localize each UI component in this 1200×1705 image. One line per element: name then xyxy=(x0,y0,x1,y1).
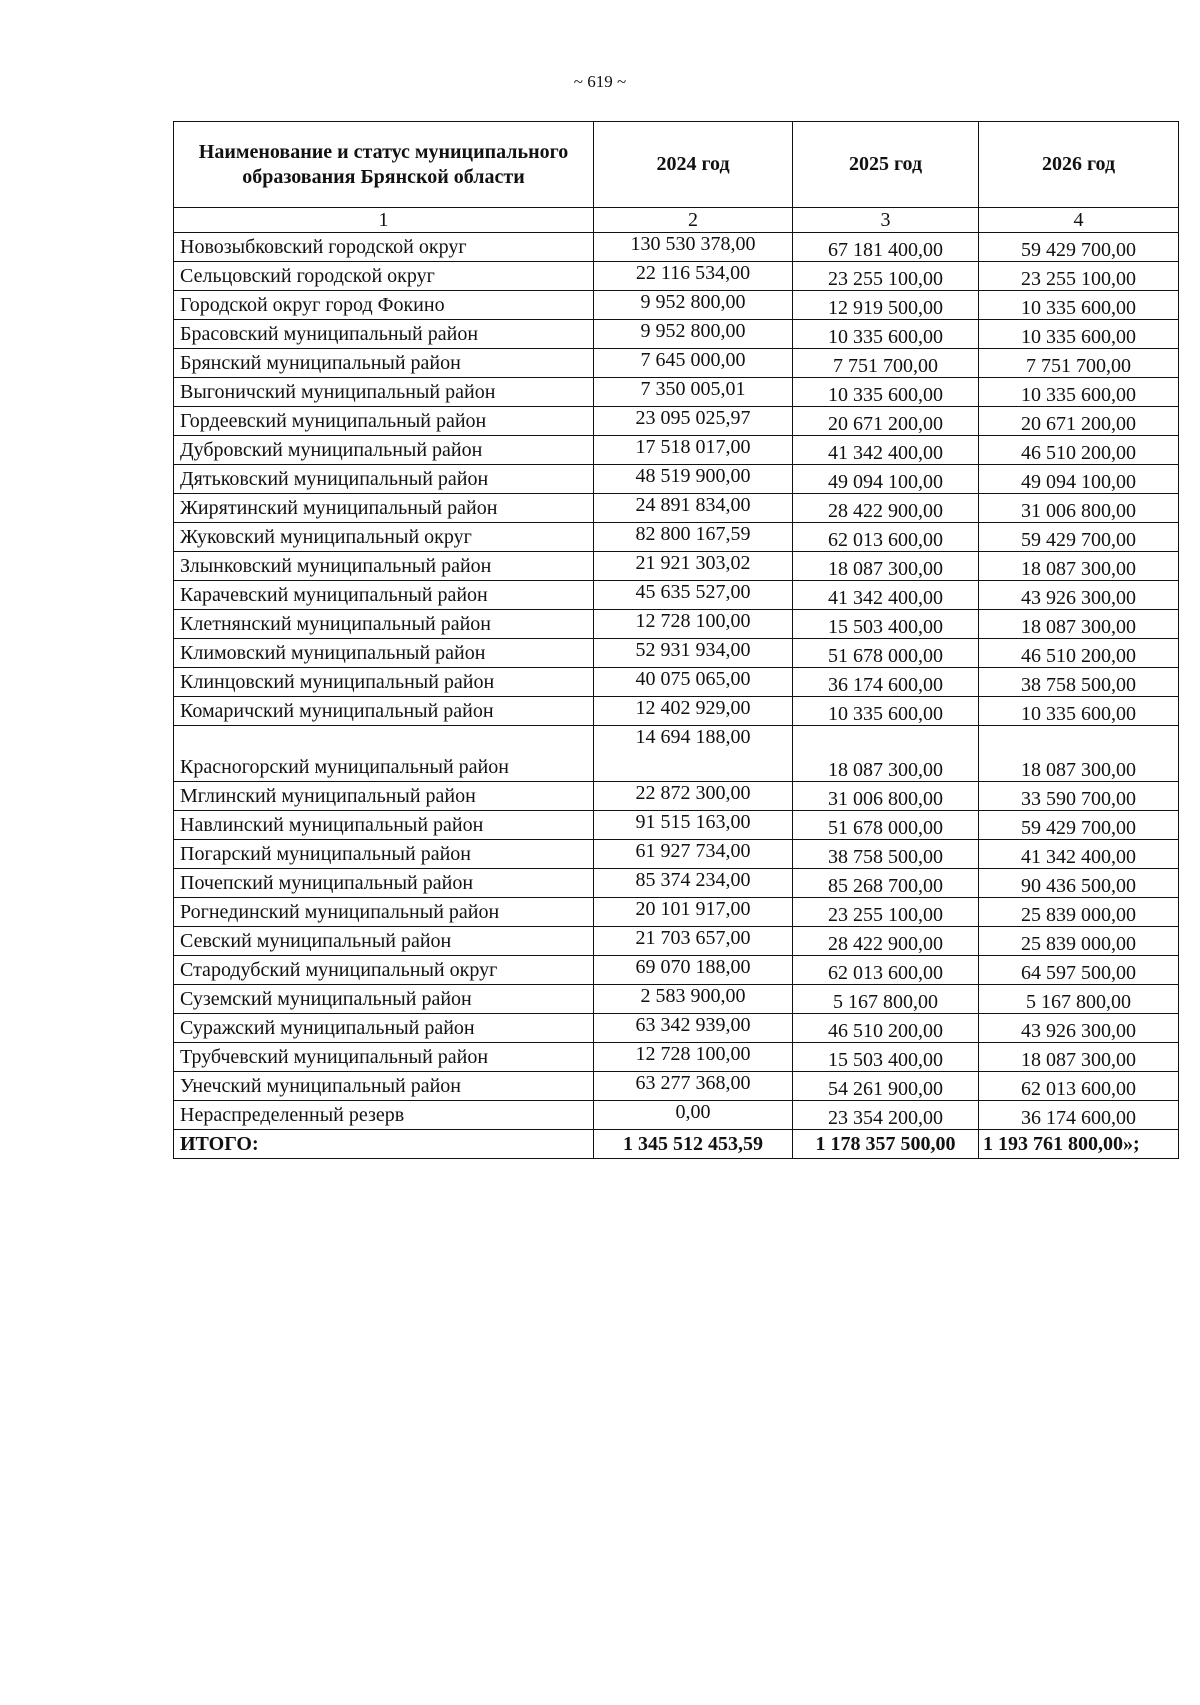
municipality-name-cell: Жуковский муниципальный округ xyxy=(174,523,594,552)
table-row xyxy=(174,927,1179,956)
table-row xyxy=(174,697,1179,726)
amount-cell-y2: 10 335 600,00 xyxy=(793,320,979,349)
column-number-row xyxy=(174,208,1179,233)
amount-cell-y1: 63 277 368,00 xyxy=(594,1072,793,1101)
amount-cell-y2: 12 919 500,00 xyxy=(793,291,979,320)
page-number: ~ 619 ~ xyxy=(573,72,627,91)
amount-cell-y3: 43 926 300,00 xyxy=(979,1014,1179,1043)
amount-cell-y3: 46 510 200,00 xyxy=(979,639,1179,668)
amount-cell-y1: 0,00 xyxy=(594,1101,793,1130)
municipality-name-cell: Севский муниципальный район xyxy=(174,927,594,956)
amount-cell-y2: 23 255 100,00 xyxy=(793,262,979,291)
amount-cell-y2: 85 268 700,00 xyxy=(793,869,979,898)
municipality-name-cell: Дубровский муниципальный район xyxy=(174,436,594,465)
amount-cell-y1: 9 952 800,00 xyxy=(594,291,793,320)
table-row xyxy=(174,523,1179,552)
municipality-name-cell: Суражский муниципальный район xyxy=(174,1014,594,1043)
amount-cell-y2: 10 335 600,00 xyxy=(793,697,979,726)
municipality-name-cell: Городской округ город Фокино xyxy=(174,291,594,320)
amount-cell-y3: 18 087 300,00 xyxy=(979,726,1179,782)
amount-cell-y3: 90 436 500,00 xyxy=(979,869,1179,898)
amount-cell-y3: 64 597 500,00 xyxy=(979,956,1179,985)
amount-cell-y1: 2 583 900,00 xyxy=(594,985,793,1014)
amount-cell-y3: 10 335 600,00 xyxy=(979,320,1179,349)
amount-cell-y1: 12 402 929,00 xyxy=(594,697,793,726)
municipality-name-cell: Сельцовский городской округ xyxy=(174,262,594,291)
amount-cell-y3: 59 429 700,00 xyxy=(979,233,1179,262)
municipality-name-cell: Почепский муниципальный район xyxy=(174,869,594,898)
amount-cell-y1: 7 350 005,01 xyxy=(594,378,793,407)
table-row xyxy=(174,552,1179,581)
municipality-name-cell: Карачевский муниципальный район xyxy=(174,581,594,610)
amount-cell-y3: 18 087 300,00 xyxy=(979,552,1179,581)
municipality-name-cell: Жирятинский муниципальный район xyxy=(174,494,594,523)
amount-cell-y1: 85 374 234,00 xyxy=(594,869,793,898)
municipality-name-cell: Навлинский муниципальный район xyxy=(174,811,594,840)
table-row xyxy=(174,811,1179,840)
amount-cell-y2: 20 671 200,00 xyxy=(793,407,979,436)
table-row xyxy=(174,639,1179,668)
municipality-name-cell: Клинцовский муниципальный район xyxy=(174,668,594,697)
table-row xyxy=(174,407,1179,436)
column-number: 1 xyxy=(174,208,594,233)
amount-cell-y3: 59 429 700,00 xyxy=(979,523,1179,552)
amount-cell-y1: 22 116 534,00 xyxy=(594,262,793,291)
header-municipality: Наименование и статус муниципального образования Брянской области xyxy=(174,122,594,208)
amount-cell-y1: 48 519 900,00 xyxy=(594,465,793,494)
amount-cell-y2: 15 503 400,00 xyxy=(793,1043,979,1072)
table-row xyxy=(174,956,1179,985)
municipality-name-cell: Комаричский муниципальный район xyxy=(174,697,594,726)
header-year-2026: 2026 год xyxy=(979,122,1179,208)
amount-cell-y1: 24 891 834,00 xyxy=(594,494,793,523)
amount-cell-y1: 20 101 917,00 xyxy=(594,898,793,927)
table-row xyxy=(174,1101,1179,1130)
table-row xyxy=(174,494,1179,523)
municipality-name-cell: Злынковский муниципальный район xyxy=(174,552,594,581)
amount-cell-y3: 23 255 100,00 xyxy=(979,262,1179,291)
total-amount-y3: 1 193 761 800,00»; xyxy=(979,1130,1179,1159)
municipality-name-cell: Трубчевский муниципальный район xyxy=(174,1043,594,1072)
table-header xyxy=(174,122,1179,233)
amount-cell-y3: 10 335 600,00 xyxy=(979,697,1179,726)
table-row xyxy=(174,291,1179,320)
table-row xyxy=(174,782,1179,811)
amount-cell-y2: 10 335 600,00 xyxy=(793,378,979,407)
municipality-name-cell: Унечский муниципальный район xyxy=(174,1072,594,1101)
amount-cell-y3: 43 926 300,00 xyxy=(979,581,1179,610)
table-row xyxy=(174,869,1179,898)
municipality-name-cell: Брянский муниципальный район xyxy=(174,349,594,378)
amount-cell-y2: 28 422 900,00 xyxy=(793,927,979,956)
amount-cell-y2: 49 094 100,00 xyxy=(793,465,979,494)
table-row xyxy=(174,233,1179,262)
amount-cell-y3: 10 335 600,00 xyxy=(979,378,1179,407)
budget-table xyxy=(173,121,1179,1159)
municipality-name-cell: Мглинский муниципальный район xyxy=(174,782,594,811)
table-row xyxy=(174,668,1179,697)
amount-cell-y1: 7 645 000,00 xyxy=(594,349,793,378)
amount-cell-y1: 45 635 527,00 xyxy=(594,581,793,610)
amount-cell-y3: 31 006 800,00 xyxy=(979,494,1179,523)
municipality-name-cell: Брасовский муниципальный район xyxy=(174,320,594,349)
amount-cell-y2: 5 167 800,00 xyxy=(793,985,979,1014)
amount-cell-y2: 41 342 400,00 xyxy=(793,436,979,465)
table-row xyxy=(174,1014,1179,1043)
amount-cell-y2: 62 013 600,00 xyxy=(793,956,979,985)
amount-cell-y3: 25 839 000,00 xyxy=(979,898,1179,927)
municipality-name-cell: Новозыбковский городской округ xyxy=(174,233,594,262)
amount-cell-y3: 38 758 500,00 xyxy=(979,668,1179,697)
amount-cell-y3: 36 174 600,00 xyxy=(979,1101,1179,1130)
total-amount-y2: 1 178 357 500,00 xyxy=(793,1130,979,1159)
table-row xyxy=(174,898,1179,927)
amount-cell-y1: 17 518 017,00 xyxy=(594,436,793,465)
table-row xyxy=(174,378,1179,407)
amount-cell-y2: 18 087 300,00 xyxy=(793,726,979,782)
table-row xyxy=(174,581,1179,610)
amount-cell-y2: 38 758 500,00 xyxy=(793,840,979,869)
total-row xyxy=(174,1130,1179,1159)
table-row xyxy=(174,1072,1179,1101)
header-year-2025: 2025 год xyxy=(793,122,979,208)
amount-cell-y2: 7 751 700,00 xyxy=(793,349,979,378)
table-row xyxy=(174,320,1179,349)
total-label: ИТОГО: xyxy=(174,1130,594,1159)
column-number: 2 xyxy=(594,208,793,233)
table-row xyxy=(174,262,1179,291)
table-row xyxy=(174,1043,1179,1072)
amount-cell-y1: 23 095 025,97 xyxy=(594,407,793,436)
amount-cell-y3: 10 335 600,00 xyxy=(979,291,1179,320)
amount-cell-y1: 63 342 939,00 xyxy=(594,1014,793,1043)
amount-cell-y3: 7 751 700,00 xyxy=(979,349,1179,378)
table-row xyxy=(174,465,1179,494)
municipality-name-cell: Погарский муниципальный район xyxy=(174,840,594,869)
amount-cell-y3: 33 590 700,00 xyxy=(979,782,1179,811)
amount-cell-y2: 41 342 400,00 xyxy=(793,581,979,610)
municipality-name-cell: Красногорский муниципальный район xyxy=(174,726,594,782)
municipality-name-cell: Гордеевский муниципальный район xyxy=(174,407,594,436)
amount-cell-y3: 41 342 400,00 xyxy=(979,840,1179,869)
municipality-name-cell: Рогнединский муниципальный район xyxy=(174,898,594,927)
amount-cell-y2: 36 174 600,00 xyxy=(793,668,979,697)
column-number: 4 xyxy=(979,208,1179,233)
municipality-name-cell: Суземский муниципальный район xyxy=(174,985,594,1014)
amount-cell-y2: 31 006 800,00 xyxy=(793,782,979,811)
amount-cell-y2: 46 510 200,00 xyxy=(793,1014,979,1043)
amount-cell-y1: 12 728 100,00 xyxy=(594,1043,793,1072)
municipality-name-cell: Клетнянский муниципальный район xyxy=(174,610,594,639)
amount-cell-y3: 62 013 600,00 xyxy=(979,1072,1179,1101)
table-row xyxy=(174,349,1179,378)
total-amount-y1: 1 345 512 453,59 xyxy=(594,1130,793,1159)
amount-cell-y3: 5 167 800,00 xyxy=(979,985,1179,1014)
amount-cell-y3: 49 094 100,00 xyxy=(979,465,1179,494)
municipality-name-cell: Дятьковский муниципальный район xyxy=(174,465,594,494)
amount-cell-y1: 12 728 100,00 xyxy=(594,610,793,639)
amount-cell-y1: 91 515 163,00 xyxy=(594,811,793,840)
amount-cell-y3: 46 510 200,00 xyxy=(979,436,1179,465)
amount-cell-y1: 69 070 188,00 xyxy=(594,956,793,985)
amount-cell-y3: 25 839 000,00 xyxy=(979,927,1179,956)
amount-cell-y1: 52 931 934,00 xyxy=(594,639,793,668)
amount-cell-y2: 23 255 100,00 xyxy=(793,898,979,927)
municipality-name-cell: Климовский муниципальный район xyxy=(174,639,594,668)
municipality-name-cell: Нераспределенный резерв xyxy=(174,1101,594,1130)
table-body xyxy=(174,233,1179,1159)
amount-cell-y3: 18 087 300,00 xyxy=(979,1043,1179,1072)
table-row xyxy=(174,726,1179,782)
column-number: 3 xyxy=(793,208,979,233)
municipality-name-cell: Стародубский муниципальный округ xyxy=(174,956,594,985)
amount-cell-y1: 22 872 300,00 xyxy=(594,782,793,811)
amount-cell-y2: 54 261 900,00 xyxy=(793,1072,979,1101)
header-row xyxy=(174,122,1179,208)
amount-cell-y1: 14 694 188,00 xyxy=(594,726,793,782)
amount-cell-y2: 28 422 900,00 xyxy=(793,494,979,523)
amount-cell-y3: 20 671 200,00 xyxy=(979,407,1179,436)
amount-cell-y1: 21 703 657,00 xyxy=(594,927,793,956)
header-year-2024: 2024 год xyxy=(594,122,793,208)
table-row xyxy=(174,436,1179,465)
amount-cell-y1: 21 921 303,02 xyxy=(594,552,793,581)
amount-cell-y3: 59 429 700,00 xyxy=(979,811,1179,840)
amount-cell-y2: 23 354 200,00 xyxy=(793,1101,979,1130)
amount-cell-y2: 15 503 400,00 xyxy=(793,610,979,639)
amount-cell-y2: 18 087 300,00 xyxy=(793,552,979,581)
amount-cell-y1: 61 927 734,00 xyxy=(594,840,793,869)
amount-cell-y2: 51 678 000,00 xyxy=(793,811,979,840)
amount-cell-y2: 67 181 400,00 xyxy=(793,233,979,262)
amount-cell-y1: 9 952 800,00 xyxy=(594,320,793,349)
amount-cell-y2: 62 013 600,00 xyxy=(793,523,979,552)
municipality-name-cell: Выгоничский муниципальный район xyxy=(174,378,594,407)
table-row xyxy=(174,610,1179,639)
amount-cell-y1: 82 800 167,59 xyxy=(594,523,793,552)
table-row xyxy=(174,985,1179,1014)
amount-cell-y3: 18 087 300,00 xyxy=(979,610,1179,639)
amount-cell-y1: 40 075 065,00 xyxy=(594,668,793,697)
amount-cell-y1: 130 530 378,00 xyxy=(594,233,793,262)
amount-cell-y2: 51 678 000,00 xyxy=(793,639,979,668)
table-row xyxy=(174,840,1179,869)
